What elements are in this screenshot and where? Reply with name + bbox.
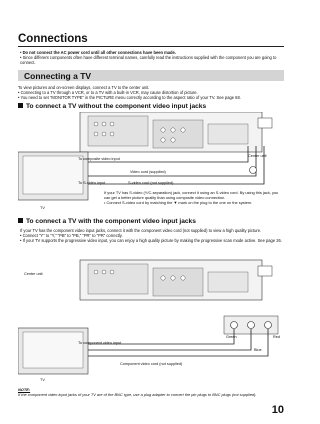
label-component-cord: Component video cord (not supplied) (120, 362, 183, 366)
section1-bullet: • Connecting to a TV through a VCR, or to a TV with a built-in VCR, may cause distortion of picture. (18, 90, 198, 95)
intro-bullet-text: Since different components often have different terminal names, carefully read the instructions supplied with the component you are going to connect. (20, 55, 277, 65)
title-divider (18, 46, 284, 47)
section1-bullet-text: Connecting to a TV through a VCR, or to a TV with a built-in VCR, may cause distortion of picture. (20, 90, 198, 95)
sub2-bullet: • Connect "Y" to "Y," "PB" to "PB," "PR" to "PR" correctly. (20, 233, 123, 238)
svideo-jack-icon (250, 167, 257, 174)
square-bullet-icon (18, 218, 23, 223)
intro-bullet: • Do not connect the AC power cord until all other connections have been made. (20, 50, 176, 55)
sub2-body: If your TV has the component video input jacks, connect it with the component video cord (not supplied) to view a high quality picture. (20, 228, 262, 233)
section1-intro: To view pictures and on-screen displays, connect a TV to the center unit. (18, 85, 150, 90)
label-center-unit: Center unit (248, 154, 267, 158)
tv-illustration (18, 328, 88, 374)
section-title: Connecting a TV (24, 71, 92, 81)
label-component-input: To component video input (78, 341, 122, 345)
sub2-title: To connect a TV with the component video input jacks (26, 218, 196, 225)
label-green: Green (226, 335, 237, 339)
section1-bullet: • You need to set "MONITOR TYPE" in the PICTURE menu correctly according to the aspect ratio of your TV. See page 68. (18, 95, 241, 100)
label-video-cord: Video cord (supplied) (130, 170, 166, 174)
sub2-heading (18, 218, 196, 225)
page-number: 10 (271, 404, 284, 416)
svideo-note-text: If your TV has S-video (Y/C-separation) jack, connect it using an S-video cord. By using this jack, you can get a better picture quality than using composite video connection. (104, 190, 279, 200)
center-unit-panel (80, 112, 272, 152)
note-text: If the component video input jacks of your TV are of the BNC type, use a plug adapter to convert the pin plugs to BNC plugs (not supplied). (18, 391, 257, 397)
intro-bullets (20, 50, 282, 65)
label-tv: TV (40, 206, 45, 210)
svideo-note-bullet-text: Connect S-video cord by matching the ▼ mark on the plug to the one on the system. (106, 199, 253, 205)
svideo-note (104, 191, 284, 205)
sub2-text (20, 228, 282, 243)
note-block (18, 388, 284, 398)
sub2-bullet: • If your TV supports the progressive video input, you can enjoy a high quality picture by making the progressive scan mode active. See page 26. (20, 238, 282, 243)
diagram-tv-component (18, 258, 284, 378)
center-unit-panel (80, 260, 272, 300)
label-svideo-input: To S-video input (78, 181, 106, 185)
label-red: Red (273, 335, 280, 339)
label-svideo-cord: S-video cord (not supplied) (128, 181, 174, 185)
section1-text (18, 85, 284, 100)
page-title: Connections (18, 33, 88, 45)
sub1-heading (18, 103, 206, 110)
section-bar-connecting-tv (18, 70, 284, 81)
sub1-title: To connect a TV without the component video input jacks (26, 103, 207, 110)
note-heading: NOTE: (18, 387, 31, 392)
intro-bullet: • Since different components often have different terminal names, carefully read the instructions supplied with the component you are going to connect. (20, 55, 277, 65)
label-blue: Blue (254, 348, 262, 352)
label-center-unit-2: Center unit (24, 272, 43, 276)
svideo-note-bullet: • Connect S-video cord by matching the ▼ mark on the plug to the one on the system. (104, 199, 253, 205)
section1-bullet-text: You need to set "MONITOR TYPE" in the PICTURE menu correctly according to the aspect ratio of your TV. See page 68. (20, 95, 241, 100)
intro-bullet-text: Do not connect the AC power cord until all other connections have been made. (22, 50, 176, 55)
sub2-bullet-text: Connect "Y" to "Y," "PB" to "PB," "PR" to "PR" correctly. (22, 233, 123, 238)
square-bullet-icon (18, 103, 23, 108)
sub2-bullet-text: If your TV supports the progressive video input, you can enjoy a high quality picture by making the progressive scan mode active. See page 26. (22, 238, 282, 243)
label-composite-input: To composite video input (78, 157, 120, 161)
label-tv-2: TV (40, 378, 45, 382)
